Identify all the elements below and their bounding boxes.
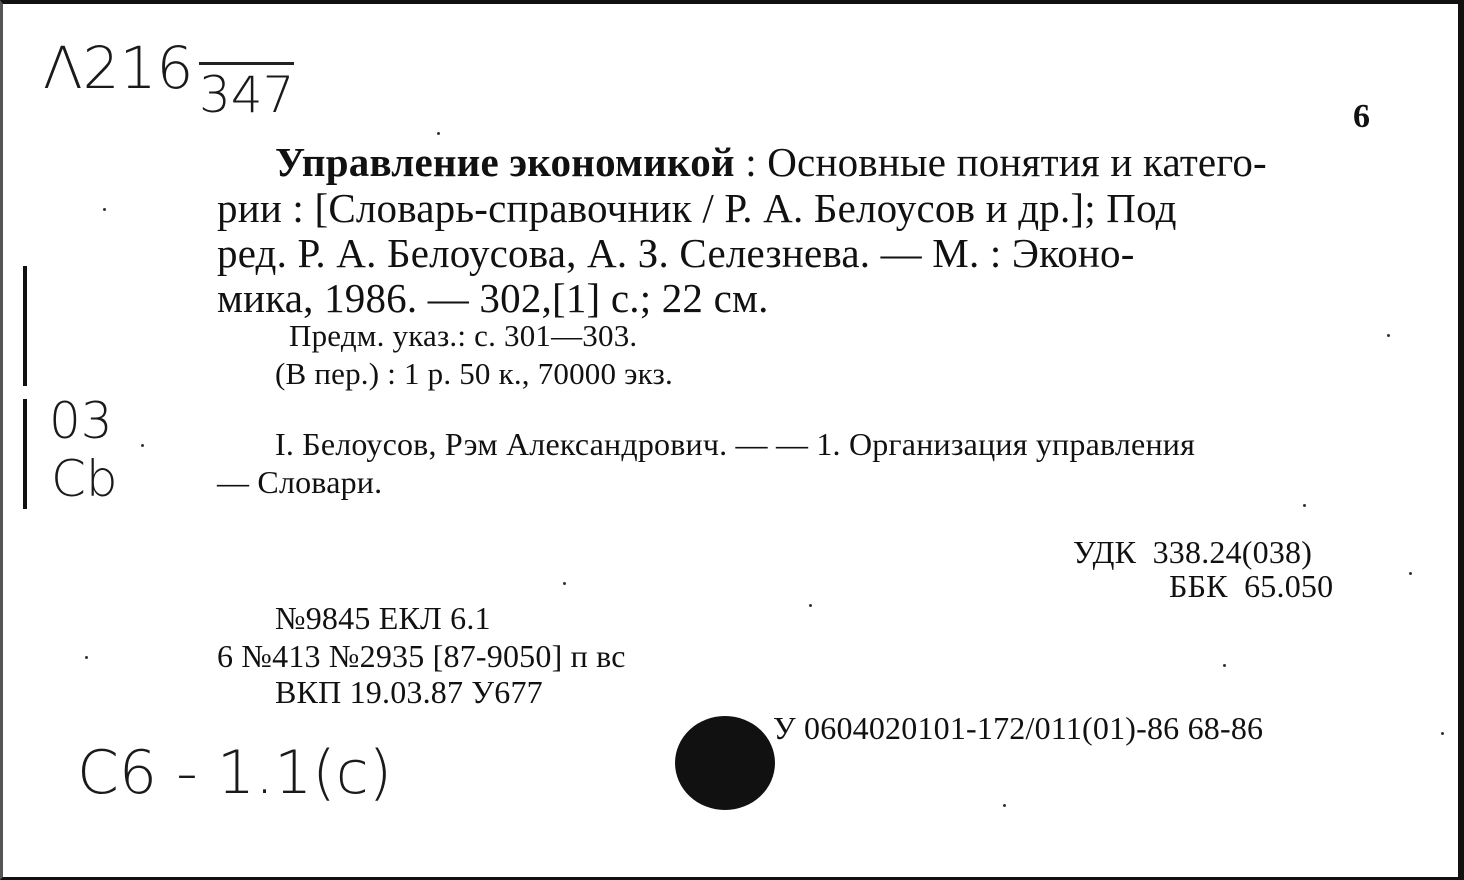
udk-code: УДК 338.24(038)	[1073, 534, 1313, 570]
speck	[563, 582, 566, 585]
margin-bar-left-lower	[23, 399, 27, 509]
speck	[103, 208, 106, 211]
speck	[1223, 664, 1226, 667]
entry-line-2: рии : [Словарь-справочник / Р. А. Белоусов и др.]; Под	[217, 185, 1177, 231]
tracings-line-1: I. Белоусов, Рэм Александрович. — — 1. Организация управления	[275, 426, 1196, 462]
handwritten-bottom-code: C6 - 1.1(c)	[77, 738, 393, 808]
speck	[437, 132, 440, 135]
printing-line-1: №9845 ЕКЛ 6.1	[275, 600, 491, 636]
margin-bar-left	[23, 266, 27, 386]
tracings-line-2: — Словари.	[217, 464, 383, 500]
printing-line-2: 6 №413 №2935 [87-9050] п вс	[217, 638, 626, 674]
entry-line-4: мика, 1986. — 302,[1] с.; 22 см.	[217, 275, 769, 321]
entry-line-3: ред. Р. А. Белоусова, А. З. Селезнева. — М. : Эконо-	[217, 230, 1135, 276]
entry-price: (В пер.) : 1 р. 50 к., 70000 экз.	[275, 356, 673, 391]
speck	[1003, 804, 1006, 807]
speck	[1441, 732, 1444, 735]
handwritten-mark-cb: Cb	[51, 450, 118, 508]
entry-line-1-rest: : Основные понятия и катего-	[734, 139, 1267, 185]
speck	[141, 444, 144, 447]
entry-title: Управление экономикой	[275, 139, 735, 185]
printing-line-3: ВКП 19.03.87 У677	[275, 674, 543, 710]
speck	[1409, 572, 1412, 575]
speck	[1303, 504, 1306, 507]
speck	[85, 656, 88, 659]
speck	[1387, 334, 1390, 337]
handwritten-shelfmark: Λ216	[43, 34, 194, 102]
card-number: 6	[1353, 98, 1371, 135]
handwritten-number: 347	[199, 62, 294, 123]
entry-line-1	[275, 138, 1267, 186]
speck	[809, 604, 812, 607]
handwritten-mark-03: 03	[49, 392, 113, 450]
index-code: У 0604020101-172/011(01)-86 68-86	[773, 710, 1264, 746]
bbk-code: ББК 65.050	[1169, 568, 1334, 604]
punch-hole	[675, 716, 775, 810]
entry-notes: Предм. указ.: с. 301—303.	[289, 318, 638, 353]
